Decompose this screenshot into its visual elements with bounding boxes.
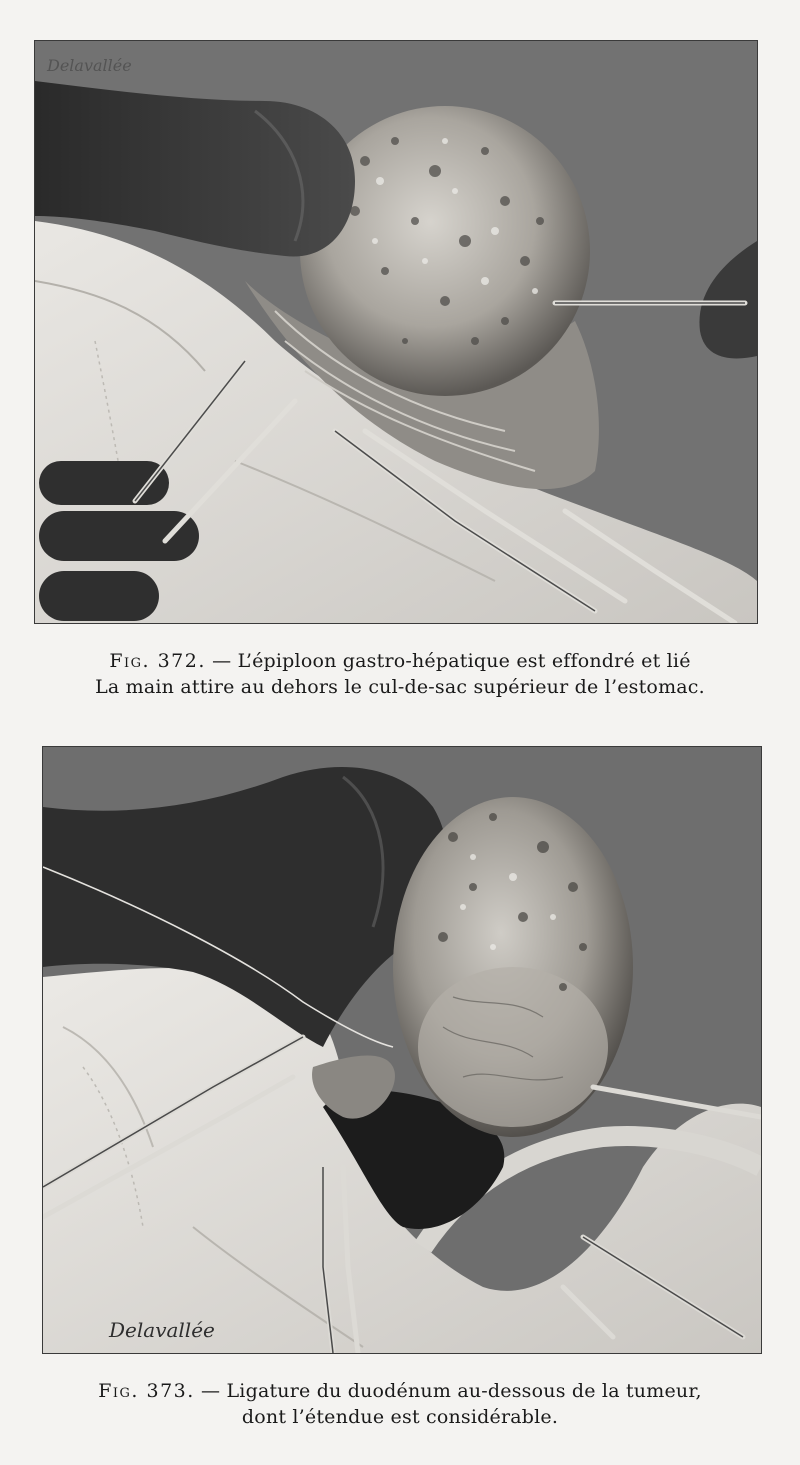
figure-label: Fig. 373. bbox=[98, 1380, 195, 1402]
surgical-illustration-372 bbox=[35, 41, 757, 623]
figure-372-caption bbox=[40, 648, 760, 700]
caption-line-2: dont l’étendue est considérable. bbox=[241, 1406, 559, 1428]
figure-label: Fig. 372. bbox=[109, 650, 206, 672]
caption-line-1 bbox=[40, 648, 760, 674]
surgical-illustration-373 bbox=[43, 747, 761, 1353]
artist-signature: Delavallée bbox=[109, 1318, 215, 1342]
caption-text: — L’épiploon gastro-hépatique est effondré et lié bbox=[212, 650, 691, 672]
caption-line-1 bbox=[40, 1378, 760, 1404]
caption-line-2: La main attire au dehors le cul-de-sac supérieur de l’estomac. bbox=[95, 676, 705, 698]
artist-signature: Delavallée bbox=[47, 56, 132, 75]
figure-373-illustration bbox=[42, 746, 762, 1354]
figure-373-caption bbox=[40, 1378, 760, 1430]
caption-text: — Ligature du duodénum au-dessous de la tumeur, bbox=[201, 1380, 702, 1402]
figure-372-illustration bbox=[34, 40, 758, 624]
